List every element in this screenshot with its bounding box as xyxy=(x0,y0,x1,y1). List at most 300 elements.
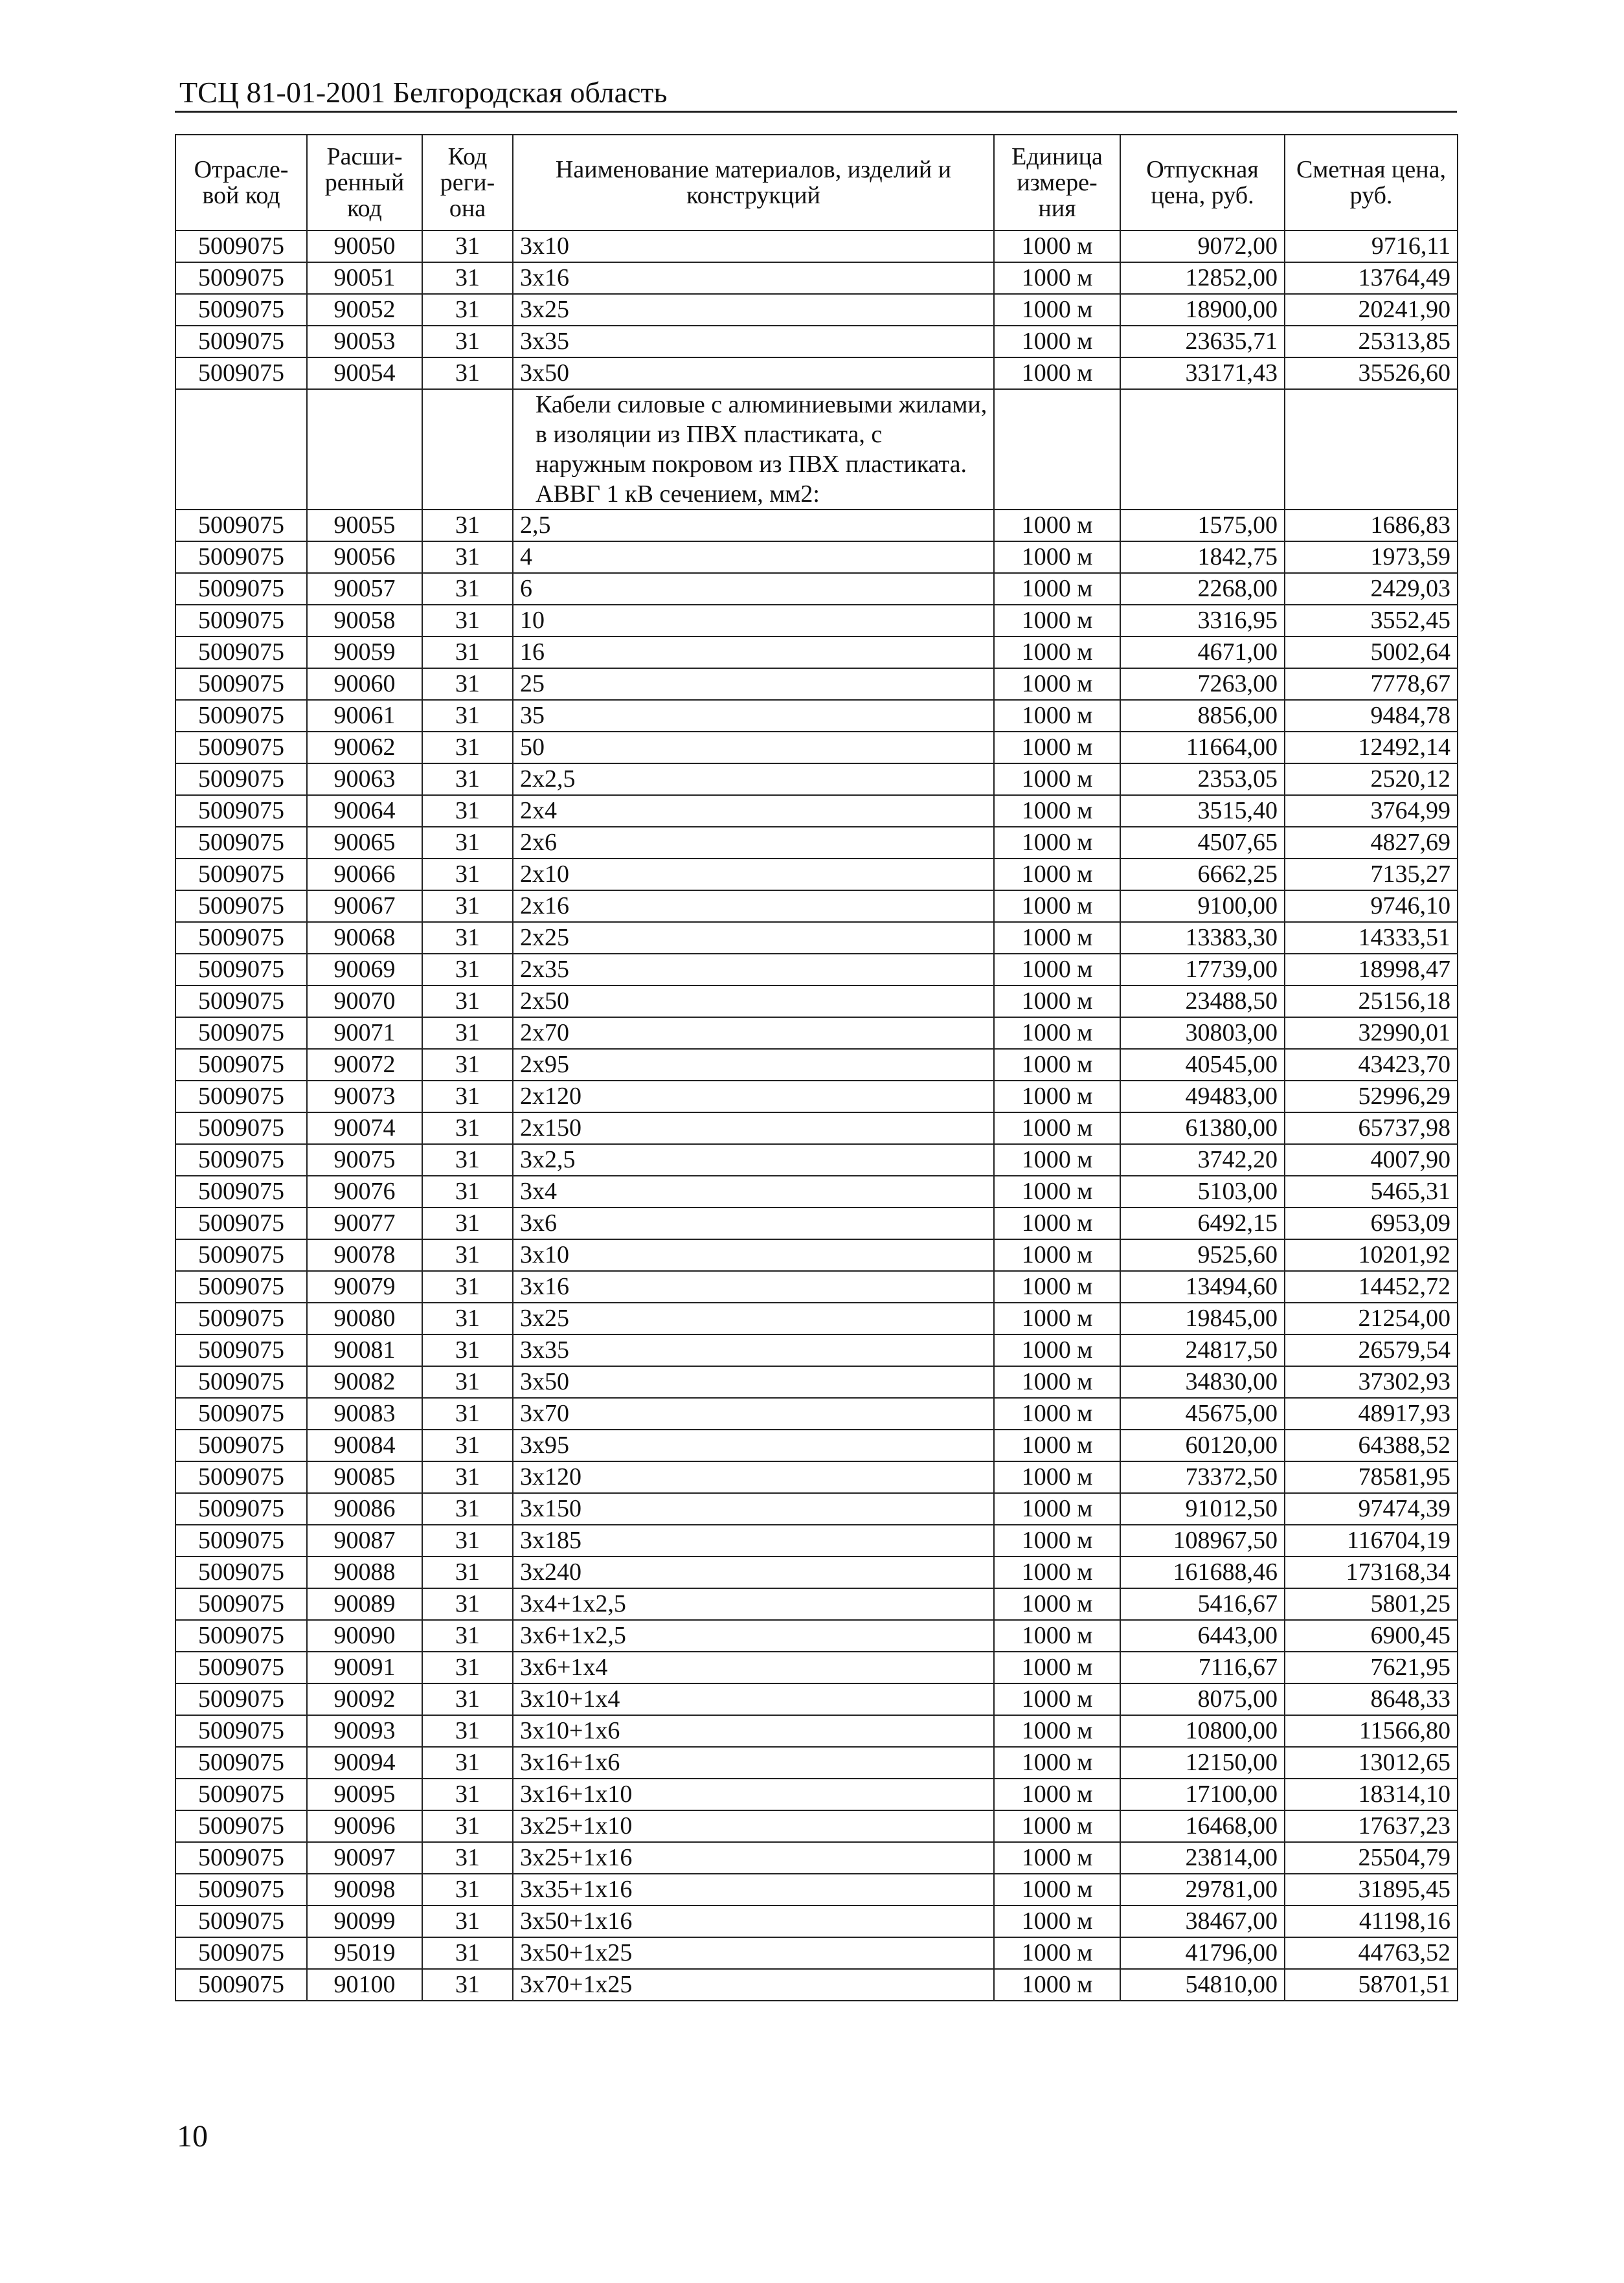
table-header xyxy=(175,135,1458,231)
table-row xyxy=(175,985,1458,1017)
cell-unit: 1000 м xyxy=(994,1620,1120,1652)
cell-extended-code: 90073 xyxy=(307,1081,422,1112)
cell-region-code: 31 xyxy=(422,1239,513,1271)
cell-industry-code: 5009075 xyxy=(175,1303,307,1334)
cell-region-code: 31 xyxy=(422,1842,513,1874)
cell-estimate-price: 18314,10 xyxy=(1285,1779,1458,1810)
cell-release-price: 40545,00 xyxy=(1120,1049,1285,1081)
cell-industry-code: 5009075 xyxy=(175,636,307,668)
col-header-estimate-price: Сметная цена, руб. xyxy=(1285,135,1458,231)
cell-industry-code: 5009075 xyxy=(175,1842,307,1874)
cell-unit: 1000 м xyxy=(994,326,1120,357)
cell-unit: 1000 м xyxy=(994,1049,1120,1081)
cell-release-price: 108967,50 xyxy=(1120,1525,1285,1557)
cell-material-name: 3x50 xyxy=(513,1366,994,1398)
cell-estimate-price: 1973,59 xyxy=(1285,541,1458,573)
cell-material-name: 3x16 xyxy=(513,262,994,294)
table-row xyxy=(175,1017,1458,1049)
cell-extended-code: 90058 xyxy=(307,605,422,636)
cell-estimate-price: 37302,93 xyxy=(1285,1366,1458,1398)
table-cell xyxy=(994,389,1120,510)
cell-unit: 1000 м xyxy=(994,541,1120,573)
table-row xyxy=(175,1271,1458,1303)
cell-estimate-price: 8648,33 xyxy=(1285,1683,1458,1715)
table-row xyxy=(175,1779,1458,1810)
cell-release-price: 23635,71 xyxy=(1120,326,1285,357)
table-cell xyxy=(1120,389,1285,510)
cell-industry-code: 5009075 xyxy=(175,1049,307,1081)
cell-extended-code: 90053 xyxy=(307,326,422,357)
cell-material-name: 3x10+1x4 xyxy=(513,1683,994,1715)
cell-unit: 1000 м xyxy=(994,1461,1120,1493)
table-row xyxy=(175,1715,1458,1747)
cell-material-name: 3x150 xyxy=(513,1493,994,1525)
cell-material-name: 3x16+1x6 xyxy=(513,1747,994,1779)
table-row xyxy=(175,1969,1458,2001)
cell-unit: 1000 м xyxy=(994,922,1120,954)
cell-extended-code: 90091 xyxy=(307,1652,422,1683)
cell-region-code: 31 xyxy=(422,1334,513,1366)
cell-region-code: 31 xyxy=(422,573,513,605)
cell-material-name: 16 xyxy=(513,636,994,668)
cell-industry-code: 5009075 xyxy=(175,1810,307,1842)
table-row xyxy=(175,1557,1458,1588)
cell-extended-code: 90081 xyxy=(307,1334,422,1366)
table-row xyxy=(175,1176,1458,1208)
cell-unit: 1000 м xyxy=(994,636,1120,668)
table-row xyxy=(175,1842,1458,1874)
table-row xyxy=(175,636,1458,668)
cell-extended-code: 90065 xyxy=(307,827,422,859)
cell-unit: 1000 м xyxy=(994,1366,1120,1398)
cell-extended-code: 90068 xyxy=(307,922,422,954)
cell-region-code: 31 xyxy=(422,1017,513,1049)
cell-extended-code: 90076 xyxy=(307,1176,422,1208)
cell-estimate-price: 13012,65 xyxy=(1285,1747,1458,1779)
cell-estimate-price: 3552,45 xyxy=(1285,605,1458,636)
cell-industry-code: 5009075 xyxy=(175,1144,307,1176)
cell-region-code: 31 xyxy=(422,510,513,541)
cell-release-price: 16468,00 xyxy=(1120,1810,1285,1842)
cell-extended-code: 90061 xyxy=(307,700,422,732)
cell-release-price: 6492,15 xyxy=(1120,1208,1285,1239)
cell-region-code: 31 xyxy=(422,859,513,890)
cell-estimate-price: 12492,14 xyxy=(1285,732,1458,763)
table-row xyxy=(175,700,1458,732)
cell-region-code: 31 xyxy=(422,1398,513,1430)
cell-material-name: 3x240 xyxy=(513,1557,994,1588)
table-row xyxy=(175,954,1458,985)
cell-industry-code: 5009075 xyxy=(175,1715,307,1747)
cell-unit: 1000 м xyxy=(994,859,1120,890)
cell-material-name: 3x6+1x4 xyxy=(513,1652,994,1683)
cell-region-code: 31 xyxy=(422,1620,513,1652)
cell-industry-code: 5009075 xyxy=(175,1683,307,1715)
cell-region-code: 31 xyxy=(422,1588,513,1620)
cell-release-price: 5103,00 xyxy=(1120,1176,1285,1208)
cell-release-price: 1842,75 xyxy=(1120,541,1285,573)
cell-material-name: 3x25+1x10 xyxy=(513,1810,994,1842)
cell-material-name: 10 xyxy=(513,605,994,636)
table-cell xyxy=(422,389,513,510)
cell-release-price: 8856,00 xyxy=(1120,700,1285,732)
cell-industry-code: 5009075 xyxy=(175,1874,307,1906)
cell-industry-code: 5009075 xyxy=(175,1779,307,1810)
table-cell xyxy=(175,389,307,510)
cell-release-price: 4671,00 xyxy=(1120,636,1285,668)
cell-release-price: 41796,00 xyxy=(1120,1937,1285,1969)
cell-region-code: 31 xyxy=(422,1493,513,1525)
cell-industry-code: 5009075 xyxy=(175,732,307,763)
cell-industry-code: 5009075 xyxy=(175,1271,307,1303)
table-row xyxy=(175,1810,1458,1842)
cell-industry-code: 5009075 xyxy=(175,1525,307,1557)
cell-unit: 1000 м xyxy=(994,1303,1120,1334)
cell-release-price: 11664,00 xyxy=(1120,732,1285,763)
table-row xyxy=(175,357,1458,389)
cell-estimate-price: 11566,80 xyxy=(1285,1715,1458,1747)
cell-region-code: 31 xyxy=(422,1937,513,1969)
cell-industry-code: 5009075 xyxy=(175,700,307,732)
cell-region-code: 31 xyxy=(422,763,513,795)
cell-estimate-price: 6953,09 xyxy=(1285,1208,1458,1239)
cell-unit: 1000 м xyxy=(994,985,1120,1017)
cell-industry-code: 5009075 xyxy=(175,985,307,1017)
cell-extended-code: 90100 xyxy=(307,1969,422,2001)
cell-estimate-price: 31895,45 xyxy=(1285,1874,1458,1906)
table-row xyxy=(175,1112,1458,1144)
cell-extended-code: 90051 xyxy=(307,262,422,294)
cell-release-price: 9525,60 xyxy=(1120,1239,1285,1271)
cell-extended-code: 95019 xyxy=(307,1937,422,1969)
cell-unit: 1000 м xyxy=(994,1652,1120,1683)
page-header: ТСЦ 81-01-2001 Белгородская область xyxy=(179,76,668,109)
table-group xyxy=(175,389,1458,510)
cell-extended-code: 90080 xyxy=(307,1303,422,1334)
cell-industry-code: 5009075 xyxy=(175,1081,307,1112)
table-row xyxy=(175,1049,1458,1081)
cell-region-code: 31 xyxy=(422,1303,513,1334)
cell-estimate-price: 3764,99 xyxy=(1285,795,1458,827)
cell-extended-code: 90092 xyxy=(307,1683,422,1715)
cell-extended-code: 90059 xyxy=(307,636,422,668)
cell-release-price: 17100,00 xyxy=(1120,1779,1285,1810)
cell-release-price: 5416,67 xyxy=(1120,1588,1285,1620)
table-row xyxy=(175,326,1458,357)
cell-industry-code: 5009075 xyxy=(175,1588,307,1620)
cell-unit: 1000 м xyxy=(994,1588,1120,1620)
cell-industry-code: 5009075 xyxy=(175,827,307,859)
cell-material-name: 3x120 xyxy=(513,1461,994,1493)
cell-material-name: 3x10 xyxy=(513,1239,994,1271)
cell-release-price: 1575,00 xyxy=(1120,510,1285,541)
cell-industry-code: 5009075 xyxy=(175,231,307,262)
cell-industry-code: 5009075 xyxy=(175,357,307,389)
cell-unit: 1000 м xyxy=(994,890,1120,922)
cell-unit: 1000 м xyxy=(994,1557,1120,1588)
cell-industry-code: 5009075 xyxy=(175,294,307,326)
cell-region-code: 31 xyxy=(422,1049,513,1081)
cell-release-price: 23488,50 xyxy=(1120,985,1285,1017)
cell-unit: 1000 м xyxy=(994,1683,1120,1715)
table-row xyxy=(175,1747,1458,1779)
cell-industry-code: 5009075 xyxy=(175,1493,307,1525)
table-row xyxy=(175,1398,1458,1430)
cell-estimate-price: 14333,51 xyxy=(1285,922,1458,954)
cell-material-name: 3x2,5 xyxy=(513,1144,994,1176)
cell-industry-code: 5009075 xyxy=(175,1747,307,1779)
cell-release-price: 10800,00 xyxy=(1120,1715,1285,1747)
cell-estimate-price: 4827,69 xyxy=(1285,827,1458,859)
page-number: 10 xyxy=(177,2119,208,2154)
cell-extended-code: 90067 xyxy=(307,890,422,922)
cell-material-name: 3x95 xyxy=(513,1430,994,1461)
table-row xyxy=(175,1334,1458,1366)
cell-estimate-price: 6900,45 xyxy=(1285,1620,1458,1652)
cell-material-name: 3x185 xyxy=(513,1525,994,1557)
cell-release-price: 73372,50 xyxy=(1120,1461,1285,1493)
header-row xyxy=(175,135,1458,231)
cell-unit: 1000 м xyxy=(994,1334,1120,1366)
cell-region-code: 31 xyxy=(422,294,513,326)
cell-region-code: 31 xyxy=(422,636,513,668)
cell-unit: 1000 м xyxy=(994,954,1120,985)
cell-extended-code: 90097 xyxy=(307,1842,422,1874)
cell-industry-code: 5009075 xyxy=(175,795,307,827)
cell-material-name: 3x16+1x10 xyxy=(513,1779,994,1810)
cell-release-price: 24817,50 xyxy=(1120,1334,1285,1366)
cell-unit: 1000 м xyxy=(994,827,1120,859)
cell-region-code: 31 xyxy=(422,1144,513,1176)
table-cell xyxy=(307,389,422,510)
cell-estimate-price: 14452,72 xyxy=(1285,1271,1458,1303)
cell-release-price: 45675,00 xyxy=(1120,1398,1285,1430)
cell-estimate-price: 2429,03 xyxy=(1285,573,1458,605)
cell-unit: 1000 м xyxy=(994,1779,1120,1810)
cell-material-name: 3x6 xyxy=(513,1208,994,1239)
cell-region-code: 31 xyxy=(422,1430,513,1461)
cell-region-code: 31 xyxy=(422,326,513,357)
cell-material-name: 3x70 xyxy=(513,1398,994,1430)
table-row xyxy=(175,1620,1458,1652)
cell-industry-code: 5009075 xyxy=(175,1239,307,1271)
cell-extended-code: 90062 xyxy=(307,732,422,763)
cell-industry-code: 5009075 xyxy=(175,763,307,795)
price-table xyxy=(175,134,1458,2001)
cell-release-price: 3515,40 xyxy=(1120,795,1285,827)
table-row xyxy=(175,231,1458,262)
cell-material-name: 3x25 xyxy=(513,294,994,326)
table-row xyxy=(175,510,1458,541)
cell-region-code: 31 xyxy=(422,1081,513,1112)
cell-material-name: 2x2,5 xyxy=(513,763,994,795)
cell-unit: 1000 м xyxy=(994,1144,1120,1176)
cell-material-name: 3x6+1x2,5 xyxy=(513,1620,994,1652)
cell-extended-code: 90064 xyxy=(307,795,422,827)
cell-estimate-price: 173168,34 xyxy=(1285,1557,1458,1588)
cell-region-code: 31 xyxy=(422,1683,513,1715)
cell-release-price: 19845,00 xyxy=(1120,1303,1285,1334)
table-row xyxy=(175,890,1458,922)
cell-unit: 1000 м xyxy=(994,1810,1120,1842)
cell-industry-code: 5009075 xyxy=(175,890,307,922)
cell-material-name: 2x25 xyxy=(513,922,994,954)
table-row xyxy=(175,1366,1458,1398)
group-title: Кабели силовые с алюминиевыми жилами, в изоляции из ПВХ пластиката, с наружным покровом из ПВХ пластиката. АВВГ 1 кВ сечением, мм2: xyxy=(513,389,994,510)
cell-unit: 1000 м xyxy=(994,1715,1120,1747)
cell-estimate-price: 4007,90 xyxy=(1285,1144,1458,1176)
cell-release-price: 54810,00 xyxy=(1120,1969,1285,2001)
cell-estimate-price: 9716,11 xyxy=(1285,231,1458,262)
cell-estimate-price: 65737,98 xyxy=(1285,1112,1458,1144)
cell-extended-code: 90066 xyxy=(307,859,422,890)
cell-release-price: 23814,00 xyxy=(1120,1842,1285,1874)
cell-release-price: 3316,95 xyxy=(1120,605,1285,636)
cell-region-code: 31 xyxy=(422,1652,513,1683)
table-row xyxy=(175,605,1458,636)
cell-industry-code: 5009075 xyxy=(175,1652,307,1683)
cell-extended-code: 90055 xyxy=(307,510,422,541)
cell-unit: 1000 м xyxy=(994,700,1120,732)
cell-industry-code: 5009075 xyxy=(175,1334,307,1366)
cell-unit: 1000 м xyxy=(994,763,1120,795)
cell-industry-code: 5009075 xyxy=(175,1112,307,1144)
cell-estimate-price: 43423,70 xyxy=(1285,1049,1458,1081)
col-header-material-name: Наименование материалов, изделий и конструкций xyxy=(513,135,994,231)
cell-region-code: 31 xyxy=(422,1112,513,1144)
cell-region-code: 31 xyxy=(422,890,513,922)
cell-release-price: 13494,60 xyxy=(1120,1271,1285,1303)
cell-release-price: 9072,00 xyxy=(1120,231,1285,262)
cell-material-name: 25 xyxy=(513,668,994,700)
cell-release-price: 2353,05 xyxy=(1120,763,1285,795)
cell-material-name: 2x4 xyxy=(513,795,994,827)
cell-estimate-price: 78581,95 xyxy=(1285,1461,1458,1493)
cell-extended-code: 90094 xyxy=(307,1747,422,1779)
cell-extended-code: 90071 xyxy=(307,1017,422,1049)
cell-release-price: 4507,65 xyxy=(1120,827,1285,859)
cell-release-price: 2268,00 xyxy=(1120,573,1285,605)
table-row xyxy=(175,668,1458,700)
cell-unit: 1000 м xyxy=(994,357,1120,389)
cell-unit: 1000 м xyxy=(994,1176,1120,1208)
cell-material-name: 3x25+1x16 xyxy=(513,1842,994,1874)
cell-material-name: 3x10 xyxy=(513,231,994,262)
cell-material-name: 2x16 xyxy=(513,890,994,922)
table-row xyxy=(175,262,1458,294)
cell-material-name: 3x35+1x16 xyxy=(513,1874,994,1906)
cell-unit: 1000 м xyxy=(994,231,1120,262)
cell-estimate-price: 32990,01 xyxy=(1285,1017,1458,1049)
cell-industry-code: 5009075 xyxy=(175,262,307,294)
cell-region-code: 31 xyxy=(422,1557,513,1588)
cell-material-name: 3x4+1x2,5 xyxy=(513,1588,994,1620)
cell-release-price: 12150,00 xyxy=(1120,1747,1285,1779)
cell-release-price: 34830,00 xyxy=(1120,1366,1285,1398)
cell-extended-code: 90098 xyxy=(307,1874,422,1906)
cell-extended-code: 90072 xyxy=(307,1049,422,1081)
cell-estimate-price: 41198,16 xyxy=(1285,1906,1458,1937)
cell-region-code: 31 xyxy=(422,1779,513,1810)
cell-unit: 1000 м xyxy=(994,1017,1120,1049)
cell-unit: 1000 м xyxy=(994,262,1120,294)
cell-release-price: 38467,00 xyxy=(1120,1906,1285,1937)
cell-material-name: 3x25 xyxy=(513,1303,994,1334)
cell-region-code: 31 xyxy=(422,922,513,954)
cell-unit: 1000 м xyxy=(994,1081,1120,1112)
cell-release-price: 3742,20 xyxy=(1120,1144,1285,1176)
table-body-second xyxy=(175,510,1458,2001)
table-row xyxy=(175,732,1458,763)
cell-extended-code: 90095 xyxy=(307,1779,422,1810)
cell-extended-code: 90088 xyxy=(307,1557,422,1588)
cell-extended-code: 90069 xyxy=(307,954,422,985)
cell-estimate-price: 20241,90 xyxy=(1285,294,1458,326)
cell-industry-code: 5009075 xyxy=(175,1430,307,1461)
cell-unit: 1000 м xyxy=(994,795,1120,827)
header-divider xyxy=(175,111,1457,113)
cell-region-code: 31 xyxy=(422,795,513,827)
table-cell xyxy=(1285,389,1458,510)
cell-estimate-price: 5465,31 xyxy=(1285,1176,1458,1208)
cell-region-code: 31 xyxy=(422,1176,513,1208)
cell-estimate-price: 2520,12 xyxy=(1285,763,1458,795)
cell-estimate-price: 25313,85 xyxy=(1285,326,1458,357)
cell-extended-code: 90078 xyxy=(307,1239,422,1271)
table-row xyxy=(175,1588,1458,1620)
table-row xyxy=(175,1081,1458,1112)
table-row xyxy=(175,795,1458,827)
cell-region-code: 31 xyxy=(422,700,513,732)
cell-region-code: 31 xyxy=(422,1208,513,1239)
cell-estimate-price: 116704,19 xyxy=(1285,1525,1458,1557)
cell-unit: 1000 м xyxy=(994,1906,1120,1937)
table-row xyxy=(175,1525,1458,1557)
cell-extended-code: 90077 xyxy=(307,1208,422,1239)
cell-region-code: 31 xyxy=(422,231,513,262)
cell-industry-code: 5009075 xyxy=(175,922,307,954)
cell-region-code: 31 xyxy=(422,357,513,389)
cell-estimate-price: 5002,64 xyxy=(1285,636,1458,668)
cell-material-name: 2x95 xyxy=(513,1049,994,1081)
cell-industry-code: 5009075 xyxy=(175,1557,307,1588)
cell-industry-code: 5009075 xyxy=(175,1208,307,1239)
cell-estimate-price: 17637,23 xyxy=(1285,1810,1458,1842)
cell-extended-code: 90087 xyxy=(307,1525,422,1557)
table-row xyxy=(175,1239,1458,1271)
group-heading-row xyxy=(175,389,1458,510)
cell-estimate-price: 1686,83 xyxy=(1285,510,1458,541)
col-header-region-code: Код реги-она xyxy=(422,135,513,231)
table-row xyxy=(175,1208,1458,1239)
cell-estimate-price: 35526,60 xyxy=(1285,357,1458,389)
cell-release-price: 17739,00 xyxy=(1120,954,1285,985)
cell-region-code: 31 xyxy=(422,668,513,700)
cell-material-name: 2,5 xyxy=(513,510,994,541)
col-header-extended-code: Расши-ренный код xyxy=(307,135,422,231)
cell-release-price: 18900,00 xyxy=(1120,294,1285,326)
cell-release-price: 60120,00 xyxy=(1120,1430,1285,1461)
cell-unit: 1000 м xyxy=(994,1112,1120,1144)
cell-estimate-price: 7621,95 xyxy=(1285,1652,1458,1683)
table-row xyxy=(175,1430,1458,1461)
cell-material-name: 35 xyxy=(513,700,994,732)
col-header-industry-code: Отрасле-вой код xyxy=(175,135,307,231)
cell-release-price: 161688,46 xyxy=(1120,1557,1285,1588)
cell-material-name: 2x6 xyxy=(513,827,994,859)
cell-material-name: 2x10 xyxy=(513,859,994,890)
cell-release-price: 8075,00 xyxy=(1120,1683,1285,1715)
